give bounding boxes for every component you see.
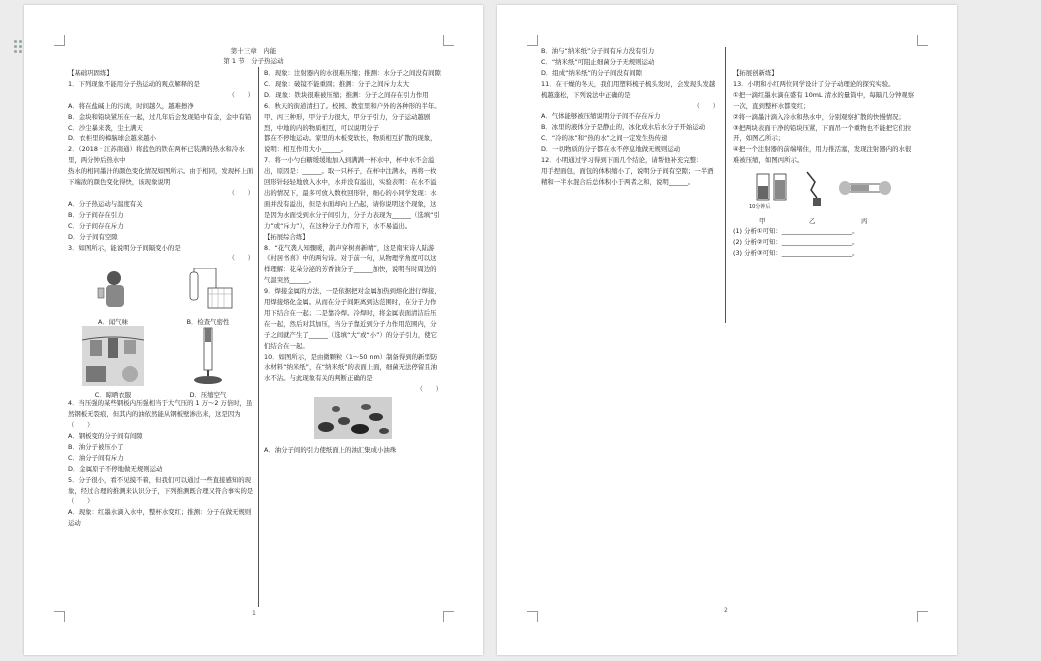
option: D．一切物质的分子都在永不停息地做无规则运动 (541, 145, 681, 154)
question-9: 9．焊接金属的方法，一是依据把对金属加热到熔化进行焊接，用焊接熔化金属。从而在分子间距离到达范围时，在分子力作用下结合在一起；二是靠冷焊。冷焊时，将金属表面清洁后压在一起，然后对其加压，当分子靠近到分子力作用范围内，分子之间就产生了______（选填“大”或“小”）的分子引力，使它们结合在一起。 (264, 287, 441, 350)
figure-clothes (68, 326, 158, 401)
option: D．组成“纳米纸”的分子间没有间隙 (541, 68, 643, 77)
option: C．现象：破镜不能重圆；推测：分子之间斥力太大 (264, 79, 410, 88)
figure-airtight (163, 268, 253, 328)
option: A．油分子间的引力使纸面上的油汇集成小油珠 (264, 446, 397, 455)
question-6: 6．秋天的街道清扫了。校园、教室里和户外的各种形的半年。甲、丙三种形，甲分子力很大，甲分子引力，分子运动越剧烈，中地的内的物质相互，可以说明分子 (264, 101, 441, 132)
page1-right-column (264, 68, 442, 456)
question-7: 7．将一小勺白糖缓缓地加入到满满一杯水中，杯中水不会溢出，原因是：______。取一只杯子，在杯中注满水，再将一枚回形针轻轻地放入水中，水并没有溢出，实验表明：在水不溢出的情况下，最多可放入数枚回形针，细心的小同学发现：水面并没有溢出，但是水面却向上凸起，请你说明这个现象，这是因为水面受到水分子间引力，分子力表现为______（选填“引力”或“斥力”），在这种分子力作用下，水不易溢出。 (264, 156, 440, 230)
figure-label: A．闻气味 (98, 318, 128, 327)
option: A．气体能够被压缩说明分子间不存在斥力 (541, 112, 661, 121)
question-5: 5．分子很小，看不见摸不着，但我们可以通过一些直接感知的现象，经过合理的推测来认识分子，下列推测既合理又符合事实的是 （ ） (68, 475, 267, 506)
person-smelling-illustration (88, 268, 138, 313)
option: A．将在盐碱上的污渍，时间越久，越难擦净 (68, 101, 194, 110)
answer-bracket: （ ） (693, 101, 719, 110)
option: C．分子间存在斥力 (68, 221, 124, 230)
answer-blank-1: (1) 分析①可知：______________________。 (733, 227, 859, 236)
answer-bracket: （ ） (228, 188, 254, 197)
question-12: 12．小明通过学习得到下面几个结论，请帮他补充完整： (541, 156, 703, 165)
water-droplets-photo (314, 397, 392, 439)
crop-mark (917, 611, 928, 622)
figure-compress (163, 326, 253, 401)
option: D．金属原子不停地做无规则运动 (68, 464, 163, 473)
option: A．钢板变的分子间有间隙 (68, 432, 143, 441)
experiment-figures (733, 168, 915, 226)
crop-mark (54, 35, 65, 46)
test-tube-illustration (178, 268, 238, 313)
option: D．分子间有空隙 (68, 232, 118, 241)
page-number: 1 (252, 610, 256, 617)
experiment-step: ④把一个注射器的前端堵住，用力推活塞，发现注射器内的水很难被压缩，如图丙所示。 (733, 145, 912, 165)
answer-bracket: （ ） (228, 254, 254, 263)
option: B．冰里的液体分子是静止的，冰化成水后水分子开始运动 (541, 123, 706, 132)
column-divider (258, 67, 259, 607)
option: C．油分子间有斥力 (68, 453, 124, 462)
question-2-cont: 热水的相同墨汁的颜色变化情况如图所示。由于相同，发现杯上面下端浓的颜色变化得快，该现象说明 (68, 167, 254, 187)
question-4: 4．当压强的某些钢板内压强相当于大气压的 1 万～2 万倍时，虽然钢板无裂痕，但其内的油依然能从钢板壁渗出来，这是因为 （ ） (68, 399, 254, 430)
section-heading: 【拓展创新练】 (733, 69, 778, 77)
question-6-cont: 都在不停地运动。家里的木板变软长，物质相互扩散的现象，说明：相互作用大小______。 (264, 134, 437, 154)
figure-label: C．晾晒衣服 (94, 391, 132, 400)
column-divider (725, 47, 726, 323)
option: B．油与“纳米纸”分子间有斥力没有引力 (541, 47, 655, 55)
question-11: 11．在干燥的冬天，我们用塑料梳子梳头发时，会发现头发越梳越蓬松，下列说法中正确的是 (541, 79, 716, 99)
figure-label-a: 甲 (759, 217, 766, 226)
document-page-1 (24, 5, 483, 655)
question-12-cont: 用手捏面包，面包的体积缩小了，说明分子间有空隙；一半酒精和一半水混合后总体积小于两者之和，说明______。 (541, 166, 714, 186)
question-1: 1．下列现象不能用分子热运动的观点解释的是 (68, 79, 200, 88)
figure-caption: 10分钟后 (749, 204, 771, 211)
question-13: 13．小明和小红两位同学设计了分子动理论的探究实验。 (733, 79, 895, 88)
crop-mark (527, 611, 538, 622)
option: D．衣柜里的樟脑球会越来越小 (68, 134, 156, 143)
figure-label-b: 乙 (809, 217, 816, 226)
figure-label-c: 丙 (861, 217, 868, 226)
crop-mark (54, 611, 65, 622)
option: B．金块和铅块紧压在一起，过几年后会发现铅中有金，金中有铅 (68, 112, 252, 121)
section-heading: 【拓展综合练】 (264, 232, 309, 241)
figure-label: D．压缩空气 (189, 391, 227, 400)
nanopaper-figure (264, 397, 442, 443)
crop-mark (443, 611, 454, 622)
option: B．分子间存在引力 (68, 210, 124, 219)
crop-mark (917, 35, 928, 46)
experiment-step: ②将一滴墨汁滴入冷水和热水中，分别观察扩散的快慢情况； (733, 112, 905, 121)
option: C．“纳米纸”可阻止细菌分子无规则运动 (541, 57, 655, 66)
question-3: 3．如图所示，能说明分子间隔变小的是 (68, 243, 181, 252)
question-3-figures (68, 268, 254, 398)
answer-blank-2: (2) 分析②可知：______________________。 (733, 238, 859, 247)
document-page-2 (497, 5, 957, 655)
option: A．分子热运动与温度有关 (68, 199, 143, 208)
experiment-step: ①把一滴红墨水滴在盛有 10mL 清水的量筒中，每隔几分钟观察一次，直到整杯水都变红； (733, 90, 915, 110)
syringe-illustration (188, 326, 228, 386)
chapter-title: 第十三章 内能 (230, 47, 277, 55)
page2-left-column (541, 46, 719, 188)
clothes-drying-illustration (82, 326, 144, 386)
page-number: 2 (724, 607, 728, 614)
option: B．现象：注射器内的水很难压缩；推测：水分子之间没有间隙 (264, 69, 441, 77)
option: C．“冷的冰”和“热的水”之间一定发生热传递 (541, 134, 668, 143)
drag-handle-icon[interactable] (14, 40, 23, 54)
option: C．沙尘暴来袭，尘土满天 (68, 123, 143, 132)
experiment-step: ③把两块表面干净的铅块压紧，下面吊一个重物也不能把它们拉开，如图乙所示； (733, 123, 912, 143)
option: B．油分子被压小了 (68, 442, 124, 451)
question-2: 2．（2018 · 江苏南通）将蓝色的铁在两杯已装满的热水和冷水里，两分钟后热水中 (68, 145, 245, 165)
beaker-illustration (755, 168, 789, 204)
question-8: 8．“花气袭人知骤暖，鹊声穿树喜新晴”，这是南宋诗人陆游《村居书喜》中的两句诗。对于前一句，从物理学角度可以这样理解：花朵分泌的芳香油分子______加快，说明当时周边的气温突然______。 (264, 243, 437, 285)
answer-bracket: （ ） (228, 90, 254, 99)
page2-right-column (733, 68, 915, 259)
paragraph: 【基础巩固练】 (68, 69, 113, 77)
lead-blocks-illustration (801, 168, 827, 208)
answer-blank-3: (3) 分析③可知：______________________。 (733, 248, 859, 257)
question-10: 10．如图所示，是由微颗粒（1～50 nm）制备得到的新型防水材料“纳米纸”，在“纳米纸”的表面上面，细菌无法停留且油水不沾。与此现象有关的判断正确的是 (264, 352, 438, 383)
crop-mark (527, 35, 538, 46)
answer-bracket: （ ） (416, 385, 442, 394)
section-title: 第 1 节 分子热运动 (223, 57, 284, 65)
figure-smell (68, 268, 158, 328)
option: A．现象：红墨水滴入水中，整杯水变红；推测：分子在做无规则运动 (68, 508, 252, 528)
page1-left-column (68, 68, 267, 529)
crop-mark (443, 35, 454, 46)
figure-label: B．检查气密性 (186, 318, 230, 327)
option: D．现象：铁块很难被压缩；推测：分子之间存在引力作用 (264, 90, 429, 99)
syringe-hands-illustration (839, 174, 891, 202)
